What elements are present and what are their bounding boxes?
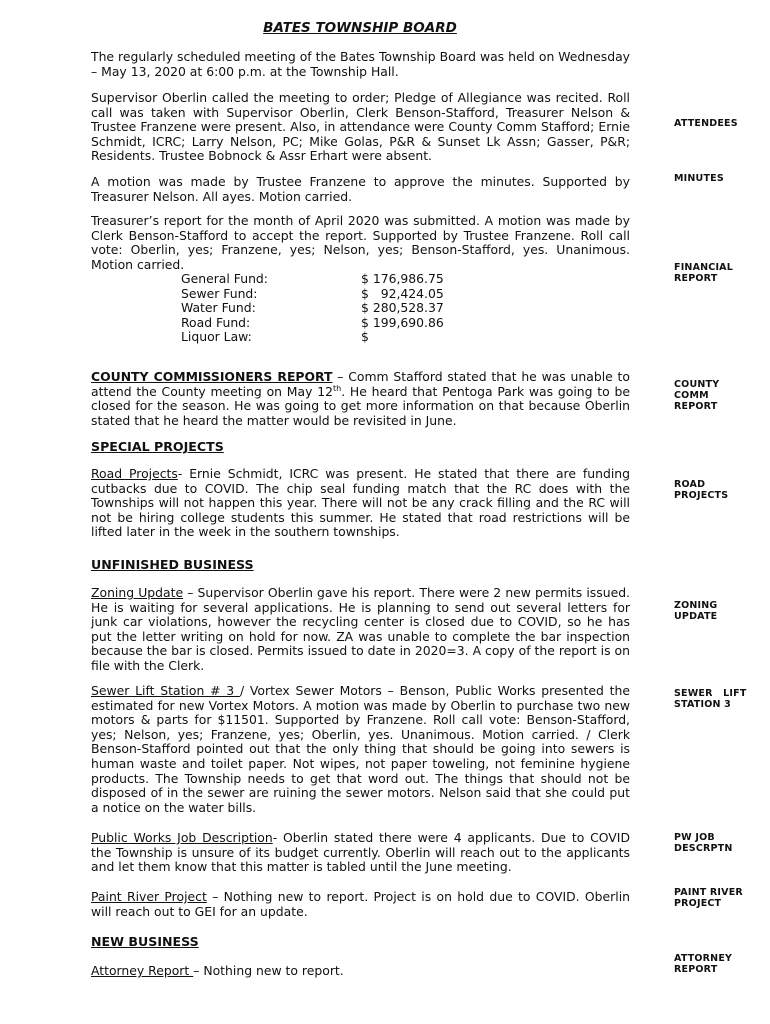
road-body: - Ernie Schmidt, ICRC was present. He stated that there are funding cutbacks due to COVID. The chip seal funding match that the RC does with the Townships will not happen this year. There will not be any crack filling and the RC will not be hiring college students this summer. He stated that road restrictions will be lifted later in the week in the southern townships. (91, 466, 630, 540)
fund-table (181, 272, 444, 345)
fund-name: Liquor Law: (181, 329, 252, 345)
attorney-text (91, 964, 630, 979)
side-label-zoning: ZONING UPDATE (674, 600, 718, 623)
fund-amount: $ (361, 329, 369, 345)
fund-amount: $ 176,986.75 (361, 271, 444, 286)
side-label-attorney: ATTORNEY REPORT (674, 953, 733, 976)
county-heading: COUNTY COMMISSIONERS REPORT (91, 369, 333, 384)
attorney-body: – Nothing new to report. (193, 963, 344, 978)
pw-body: - Oberlin stated there were 4 applicants. Due to COVID the Township is unsure of its budget currently. Oberlin will reach out to the applicants and let them know that this matter is tabled until the June meeting. (91, 830, 630, 875)
side-label-road: ROAD PROJECTS (674, 479, 729, 502)
financial-paragraph (91, 214, 630, 272)
side-label-financial: FINANCIAL REPORT (674, 262, 733, 285)
sewer-label: Sewer Lift Station # 3 (91, 683, 240, 698)
fund-name: Water Fund: (181, 300, 256, 316)
new-business-heading: NEW BUSINESS (91, 934, 199, 949)
county-paragraph (91, 370, 630, 428)
county-sup: th (332, 383, 342, 393)
paint-body: – Nothing new to report. Project is on hold due to COVID. Oberlin will reach out to GEI for an update. (91, 889, 630, 919)
paint-paragraph (91, 890, 630, 919)
fund-name: Road Fund: (181, 314, 251, 330)
side-label-sewer: SEWER LIFT STATION 3 (674, 688, 751, 711)
attorney-paragraph (91, 964, 630, 979)
side-label-pw: PW JOB DESCRPTN (674, 832, 733, 855)
fund-row (181, 287, 444, 302)
sewer-paragraph (91, 684, 630, 815)
fund-row (181, 316, 444, 331)
minutes-text: A motion was made by Trustee Franzene to approve the minutes. Supported by Treasurer Nelson. All ayes. Motion carried. (91, 174, 630, 204)
side-label-minutes: MINUTES (674, 173, 724, 184)
fund-row (181, 330, 444, 345)
special-projects-heading: SPECIAL PROJECTS (91, 439, 224, 454)
side-label-attendees: ATTENDEES (674, 118, 738, 129)
fund-name: Sewer Fund: (181, 285, 258, 301)
road-text (91, 467, 630, 540)
fund-row (181, 272, 444, 287)
minutes-paragraph (91, 175, 630, 204)
intro-text: The regularly scheduled meeting of the Bates Township Board was held on Wednesday – May 13, 2020 at 6:00 p.m. at the Township Hall. (91, 49, 630, 79)
county-text-a: – Comm Stafford stated that he was unable to attend the County meeting on May 12 (91, 369, 630, 399)
attendees-paragraph (91, 91, 630, 164)
financial-text: Treasurer’s report for the month of April 2020 was submitted. A motion was made by Clerk Benson-Stafford to accept the report. Supported by Trustee Franzene. Roll call vote: Oberlin, yes; Franzene, yes; Nelson, yes; Benson-Stafford, yes. Unanimous. Motion carried. (91, 213, 630, 272)
zoning-text (91, 586, 630, 674)
county-text (91, 370, 630, 428)
fund-amount: $ 199,690.86 (361, 314, 444, 330)
document-title: BATES TOWNSHIP BOARD (263, 20, 457, 36)
paint-label: Paint River Project (91, 889, 207, 904)
unfinished-business-heading: UNFINISHED BUSINESS (91, 557, 254, 572)
side-label-county: COUNTY COMM REPORT (674, 379, 720, 413)
zoning-body: – Supervisor Oberlin gave his report. There were 2 new permits issued. He is waiting for several applications. He is planning to send out several letters for junk car violations, however the recycling center is closed due to COVID, so he has put the letter writing on hold for now. ZA was unable to complete the bar inspection because the bar is closed. Permits issued to date in 2020=3. A copy of the report is on file with the Clerk. (91, 585, 630, 673)
fund-name: General Fund: (181, 271, 268, 286)
attorney-label: Attorney Report (91, 963, 194, 978)
road-paragraph (91, 467, 630, 540)
county-text-b: . He heard that Pentoga Park was going to be closed for the season. He was going to get more information on that because Oberlin stated that he heard the matter would be revisited in June. (91, 383, 630, 428)
pw-paragraph (91, 831, 630, 875)
zoning-label: Zoning Update (91, 585, 184, 600)
sewer-body: / Vortex Sewer Motors – Benson, Public Works presented the estimated for new Vortex Motors. A motion was made by Oberlin to purchase two new motors & parts for $11501. Supported by Franzene. Roll call vote: Benson-Stafford, yes; Nelson, yes; Franzene, yes; Oberlin, yes. Unanimous. Motion carried. / Clerk Benson-Stafford pointed out that the only thing that should be going into sewers is human waste and toilet paper. Not wipes, not paper toweling, not feminine hygiene products. The Township needs to get that word out. The things that should not be disposed of in the sewer are ruining the sewer motors. Nelson said that she could put a notice on the water bills. (91, 683, 630, 815)
sewer-text (91, 684, 630, 815)
pw-label: Public Works Job Description (91, 830, 273, 845)
side-label-paint: PAINT RIVER PROJECT (674, 887, 743, 910)
road-label: Road Projects (91, 466, 178, 481)
fund-row (181, 301, 444, 316)
attendees-text: Supervisor Oberlin called the meeting to order; Pledge of Allegiance was recited. Roll call was taken with Supervisor Oberlin, Clerk Benson-Stafford, Treasurer Nelson & Trustee Franzene were present. Also, in attendance were County Comm Stafford; Ernie Schmidt, ICRC; Larry Nelson, PC; Mike Golas, P&R & Sunset Lk Assn; Gasser, P&R; Residents. Trustee Bobnock & Assr Erhart were absent. (91, 90, 630, 164)
zoning-paragraph (91, 586, 630, 674)
pw-text (91, 831, 630, 875)
fund-amount: $ 280,528.37 (361, 300, 444, 316)
fund-amount: $ 92,424.05 (361, 285, 444, 301)
intro-paragraph (91, 50, 630, 79)
paint-text (91, 890, 630, 919)
